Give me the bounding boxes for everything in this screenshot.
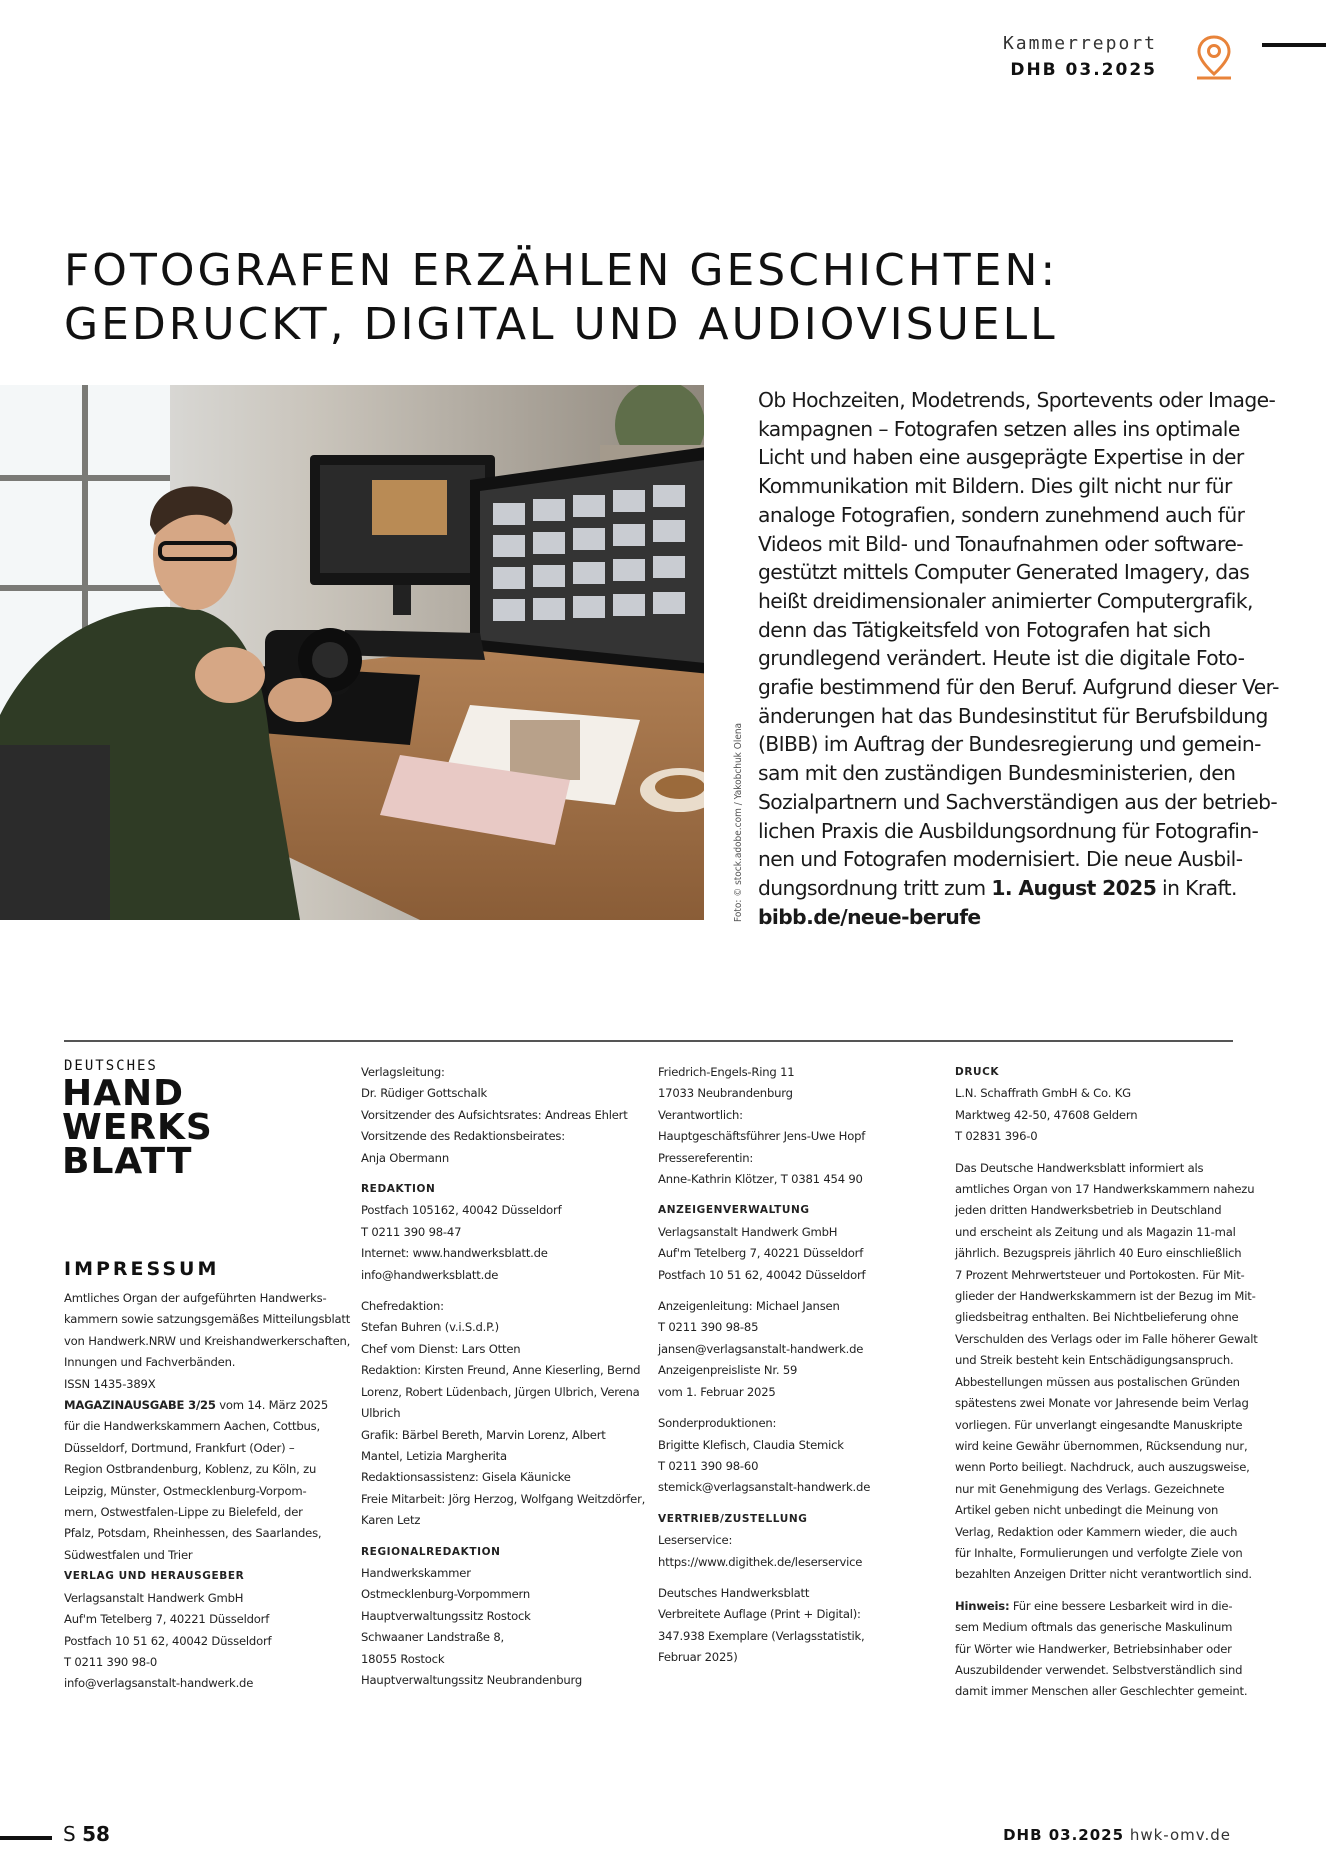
impressum-line: gliedsbeitrag enthalten. Bei Nichtbelieferung ohne [955,1310,1239,1325]
article-photo [0,385,704,920]
impressum-text: vom 14. März 2025 [215,1398,329,1413]
impressum-line: T 0211 390 98-85 [658,1320,759,1335]
impressum-line: Anja Obermann [361,1150,449,1165]
impressum-line: Südwestfalen und Trier [64,1547,193,1562]
impressum-line: Hauptverwaltungssitz Rostock [361,1608,531,1623]
impressum-bold-lead: Hinweis: [955,1598,1010,1613]
impressum-line: Anne-Kathrin Klötzer, T 0381 454 90 [658,1172,863,1187]
impressum-line: Das Deutsche Handwerksblatt informiert als [955,1160,1204,1175]
spacer [361,1532,645,1542]
impressum-line: Postfach 10 51 62, 40042 Düsseldorf [658,1267,866,1282]
impressum-heading: VERLAG UND HERAUSGEBER [64,1570,245,1583]
impressum-line: Freie Mitarbeit: Jörg Herzog, Wolfgang Weitzdörfer, [361,1491,646,1506]
impressum-line: Vorsitzender des Aufsichtsrates: Andreas Ehlert [361,1107,628,1122]
impressum-line: von Handwerk.NRW und Kreishandwerkerschaften, [64,1333,351,1348]
impressum-line: https://www.digithek.de/leserservice [658,1554,863,1569]
intro-line: Ob Hochzeiten, Modetrends, Sportevents oder Image- [758,388,1276,412]
intro-line: (BIBB) im Auftrag der Bundesregierung und gemein- [758,732,1261,757]
intro-last-suffix: in Kraft. [1156,875,1237,900]
effective-date: 1. August 2025 [991,875,1157,900]
impressum-line: Chefredaktion: [361,1299,444,1314]
impressum-line: vom 1. Februar 2025 [658,1384,776,1399]
spacer [361,1286,645,1296]
impressum-line [64,1395,350,1416]
logo-line-2: WERKS [62,1107,213,1148]
impressum-line: für Wörter wie Handwerker, Betriebsinhaber oder [955,1641,1232,1656]
intro-line: heißt dreidimensionaler animierter Computergrafik, [758,588,1253,613]
impressum-line: Schwaaner Landstraße 8, [361,1630,505,1645]
impressum-line: jansen@verlagsanstalt-handwerk.de [658,1341,864,1356]
intro-line: analoge Fotografien, sondern zunehmend auch für [758,502,1245,527]
intro-line: Sozialpartnern und Sachverständigen aus der betrieb- [758,789,1278,814]
impressum-line: Lorenz, Robert Lüdenbach, Jürgen Ulbrich, Verena [361,1384,640,1399]
impressum-heading: REGIONALREDAKTION [361,1545,501,1558]
impressum-column-3 [658,1062,870,1669]
impressum-line: Marktweg 42-50, 47608 Geldern [955,1107,1138,1122]
impressum-line: Brigitte Klefisch, Claudia Stemick [658,1437,844,1452]
impressum-line: Karen Letz [361,1513,421,1528]
impressum-line: Ulbrich [361,1406,401,1421]
article-intro [758,386,1279,931]
impressum-line: Region Ostbrandenburg, Koblenz, zu Köln, zu [64,1462,317,1477]
impressum-line: wenn Porto beiliegt. Nachdruck, auch auszugsweise, [955,1460,1250,1475]
intro-line: grafie bestimmend für den Beruf. Aufgrund dieser Ver- [758,675,1279,700]
impressum-line: Leserservice: [658,1533,733,1548]
impressum-line: Verlagsleitung: [361,1065,445,1079]
impressum-line: mern, Ostwestfalen-Lippe zu Bielefeld, der [64,1505,303,1520]
impressum-line: Dr. Rüdiger Gottschalk [361,1086,487,1101]
impressum-column-4 [955,1062,1258,1703]
impressum-line: und erscheint als Zeitung und als Magazin 11-mal [955,1224,1236,1239]
impressum-line: und Streik besteht kein Entschädigungsanspruch. [955,1353,1234,1368]
impressum-line: Pressereferentin: [658,1150,754,1165]
impressum-line: Postfach 10 51 62, 40042 Düsseldorf [64,1633,272,1648]
impressum-line: Vorsitzende des Redaktionsbeirates: [361,1129,565,1144]
impressum-line: wird keine Gewähr übernommen, Rücksendung nur, [955,1438,1248,1453]
impressum-line: stemick@verlagsanstalt-handwerk.de [658,1480,871,1495]
impressum-line: damit immer Menschen aller Geschlechter gemeint. [955,1684,1248,1699]
impressum-line: L.N. Schaffrath GmbH & Co. KG [955,1086,1131,1101]
impressum-line: Hauptverwaltungssitz Neubrandenburg [361,1672,583,1687]
page-number [63,1822,110,1846]
spacer [361,1169,645,1179]
impressum-line: 7 Prozent Mehrwertsteuer und Portokosten. Für Mit- [955,1267,1245,1282]
impressum-line: Sonderproduktionen: [658,1416,777,1431]
intro-line: änderungen hat das Bundesinstitut für Berufsbildung [758,703,1268,728]
impressum-line: ISSN 1435-389X [64,1376,156,1391]
impressum-line: 347.938 Exemplare (Verlagsstatistik, [658,1628,865,1643]
impressum-line: Artikel geben nicht unbedingt die Meinung von [955,1503,1219,1518]
photo-credit: Foto: © stock.adobe.com / Yakobchuk Olena [733,722,744,922]
impressum-line: Hauptgeschäftsführer Jens-Uwe Hopf [658,1129,866,1144]
impressum-line: für Inhalte, Formulierungen und verfolgte Ziele von [955,1545,1243,1560]
impressum-heading: ANZEIGENVERWALTUNG [658,1204,810,1217]
impressum-line: Anzeigenpreisliste Nr. 59 [658,1363,798,1378]
impressum-line: Handwerkskammer [361,1565,471,1580]
impressum-bold-lead: MAGAZINAUSGABE 3/25 [64,1398,216,1413]
impressum-line: Friedrich-Engels-Ring 11 [658,1065,795,1079]
impressum-line: Abbestellungen müssen aus postalischen Gründen [955,1374,1240,1389]
impressum-heading: VERTRIEB/ZUSTELLUNG [658,1512,808,1525]
impressum-line: sem Medium oftmals das generische Maskulinum [955,1620,1233,1635]
impressum-line: T 0211 390 98-47 [361,1224,462,1239]
header-rule [1262,43,1326,47]
spacer [658,1499,870,1509]
intro-line: Kommunikation mit Bildern. Dies gilt nicht nur für [758,474,1232,499]
impressum-line: nur mit Genehmigung des Verlags. Gezeichnete [955,1481,1225,1496]
intro-line: kampagnen – Fotografen setzen alles ins optimale [758,416,1240,441]
impressum-line: amtliches Organ von 17 Handwerkskammern nahezu [955,1182,1255,1197]
impressum-line: Auf'm Tetelberg 7, 40221 Düsseldorf [64,1612,270,1627]
impressum-line: Auszubildender verwendet. Selbstverständlich sind [955,1662,1243,1677]
logo-line-1: HAND [62,1073,185,1114]
impressum-line: jeden dritten Handwerksbetrieb in Deutschland [955,1203,1222,1218]
impressum-line [955,1596,1258,1617]
impressum-line: für die Handwerkskammern Aachen, Cottbus, [64,1419,320,1434]
impressum-line: Verlag, Redaktion oder Kammern wieder, die auch [955,1524,1238,1539]
impressum-title: IMPRESSUM [64,1258,220,1280]
bibb-link[interactable]: bibb.de/neue-berufe [758,904,981,929]
impressum-heading: DRUCK [955,1066,1000,1078]
impressum-line: Anzeigenleitung: Michael Jansen [658,1299,840,1314]
impressum-line: Chef vom Dienst: Lars Otten [361,1341,521,1356]
impressum-line: T 02831 396-0 [955,1129,1038,1144]
footer-rule [0,1836,52,1840]
intro-last-line [758,874,1237,903]
intro-line: denn das Tätigkeitsfeld von Fotografen hat sich [758,617,1211,642]
impressum-column-2 [361,1062,645,1691]
article-title-line-1: FOTOGRAFEN ERZÄHLEN GESCHICHTEN: [64,245,1059,296]
impressum-line: Verlagsanstalt Handwerk GmbH [658,1224,838,1239]
impressum-line: Amtliches Organ der aufgeführten Handwerks- [64,1291,327,1305]
impressum-line: Februar 2025) [658,1650,738,1665]
impressum-line: Stefan Buhren (v.i.S.d.P.) [361,1320,499,1335]
impressum-line: bezahlten Anzeigen Dritter nicht verantwortlich sind. [955,1567,1252,1582]
impressum-line: Auf'm Tetelberg 7, 40221 Düsseldorf [658,1246,864,1261]
impressum-line: vorliegen. Für unverlangt eingesandte Manuskripte [955,1417,1243,1432]
logo-line-3: BLATT [62,1141,193,1182]
impressum-line: Deutsches Handwerksblatt [658,1585,810,1600]
intro-line: nen und Fotografen modernisiert. Die neue Ausbil- [758,847,1243,872]
impressum-line: 18055 Rostock [361,1651,445,1666]
impressum-line: Redaktionsassistenz: Gisela Käunicke [361,1470,571,1485]
handwerksblatt-logo [62,1073,213,1182]
impressum-line: 17033 Neubrandenburg [658,1086,793,1101]
impressum-line: Verbreitete Auflage (Print + Digital): [658,1607,861,1622]
impressum-line: Verantwortlich: [658,1107,743,1122]
location-pin-icon [1194,34,1234,82]
page-number-value: 58 [82,1822,110,1846]
impressum-text: Für eine bessere Lesbarkeit wird in die- [1009,1598,1233,1613]
impressum-line: Innungen und Fachverbänden. [64,1355,236,1370]
footer-right [1003,1826,1231,1844]
footer-site[interactable]: hwk-omv.de [1129,1826,1231,1844]
spacer [658,1190,870,1200]
impressum-line: info@verlagsanstalt-handwerk.de [64,1676,254,1691]
impressum-line: T 0211 390 98-0 [64,1654,158,1669]
impressum-line: Düsseldorf, Dortmund, Frankfurt (Oder) – [64,1440,295,1455]
impressum-line: spätestens zwei Monate vor Jahresende beim Verlag [955,1396,1249,1411]
intro-line: sam mit den zuständigen Bundesministerien, den [758,761,1236,786]
intro-lines [758,386,1279,874]
impressum-line: Mantel, Letizia Margherita [361,1448,507,1463]
impressum-line: Verschulden des Verlags oder im Falle höherer Gewalt [955,1331,1258,1346]
impressum-heading: REDAKTION [361,1183,436,1196]
footer-issue: DHB 03.2025 [1003,1826,1125,1844]
impressum-line: Internet: www.handwerksblatt.de [361,1246,548,1261]
impressum-line: Leipzig, Münster, Ostmecklenburg-Vorpom- [64,1483,307,1498]
impressum-line: T 0211 390 98-60 [658,1458,759,1473]
impressum-column-1 [64,1288,350,1695]
intro-line: grundlegend verändert. Heute ist die digitale Foto- [758,646,1245,671]
impressum-line: kammern sowie satzungsgemäßes Mitteilungsblatt [64,1312,351,1327]
impressum-line: Pfalz, Potsdam, Rheinhessen, des Saarlandes, [64,1526,322,1541]
impressum-line: jährlich. Bezugspreis jährlich 40 Euro einschließlich [955,1246,1242,1261]
spacer [658,1286,870,1296]
spacer [955,1148,1258,1158]
impressum-line: glieder der Handwerkskammern ist der Bezug im Mit- [955,1289,1256,1304]
spacer [658,1403,870,1413]
intro-line: gestützt mittels Computer Generated Imagery, das [758,560,1250,585]
impressum-line: Redaktion: Kirsten Freund, Anne Kieserling, Bernd [361,1363,641,1378]
impressum-line: Grafik: Bärbel Bereth, Marvin Lorenz, Albert [361,1427,606,1442]
intro-line: Videos mit Bild- und Tonaufnahmen oder software- [758,531,1243,556]
impressum-line: info@handwerksblatt.de [361,1267,499,1282]
spacer [658,1573,870,1583]
article-title [64,244,1058,352]
impressum-line: Postfach 105162, 40042 Düsseldorf [361,1203,562,1218]
intro-line: lichen Praxis die Ausbildungsordnung für Fotografin- [758,818,1259,843]
impressum-line: Verlagsanstalt Handwerk GmbH [64,1590,244,1605]
logo-deutsches: DEUTSCHES [64,1058,158,1074]
article-title-line-2: GEDRUCKT, DIGITAL UND AUDIOVISUELL [64,299,1058,350]
intro-last-prefix: dungsordnung tritt zum [758,875,992,900]
section-label: Kammerreport [1002,33,1157,54]
page-prefix: S [63,1822,76,1846]
issue-label: DHB 03.2025 [1010,60,1157,80]
impressum-line: Ostmecklenburg-Vorpommern [361,1587,531,1602]
spacer [955,1586,1258,1596]
intro-line: Licht und haben eine ausgeprägte Expertise in der [758,445,1244,470]
section-divider [64,1040,1233,1042]
